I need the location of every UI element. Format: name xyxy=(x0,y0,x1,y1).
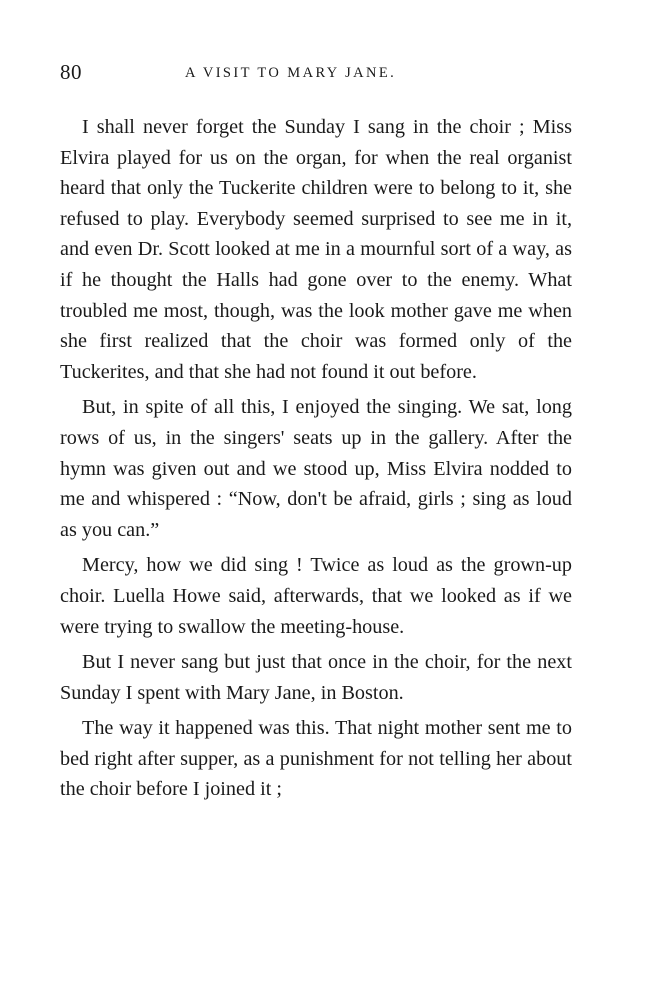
paragraph: Mercy, how we did sing ! Twice as loud as the grown-up choir. Luella Howe said, afterwards, that we looked as if we were trying to swallow the meeting-house. xyxy=(60,554,572,638)
paragraph: The way it happened was this. That night mother sent me to bed right after supper, as a punishment for not telling her about the choir before I joined it ; xyxy=(60,717,572,801)
paragraph: I shall never forget the Sunday I sang in the choir ; Miss Elvira played for us on the organ, for when the real organist heard that only the Tuckerite children were to belong to it, she refused to play. Everybody seemed surprised to see me in it, and even Dr. Scott looked at me in a mournful sort of a way, as if he thought the Halls had gone over to the enemy. What troubled me most, though, was the look mother gave me when she first realized that the choir was formed only of the Tuckerites, and that she had not found it out before. xyxy=(60,116,572,383)
page-number: 80 xyxy=(60,60,82,84)
paragraph: But, in spite of all this, I enjoyed the singing. We sat, long rows of us, in the singers' seats up in the gallery. After the hymn was given out and we stood up, Miss Elvira nodded to me and whispered : “Now, don't be afraid, girls ; sing as loud as you can.” xyxy=(60,396,572,541)
paragraph: But I never sang but just that once in the choir, for the next Sunday I spent with Mary Jane, in Boston. xyxy=(60,651,572,704)
body-text xyxy=(60,112,572,805)
page-header xyxy=(60,60,572,90)
running-head: A VISIT TO MARY JANE. xyxy=(185,65,397,81)
